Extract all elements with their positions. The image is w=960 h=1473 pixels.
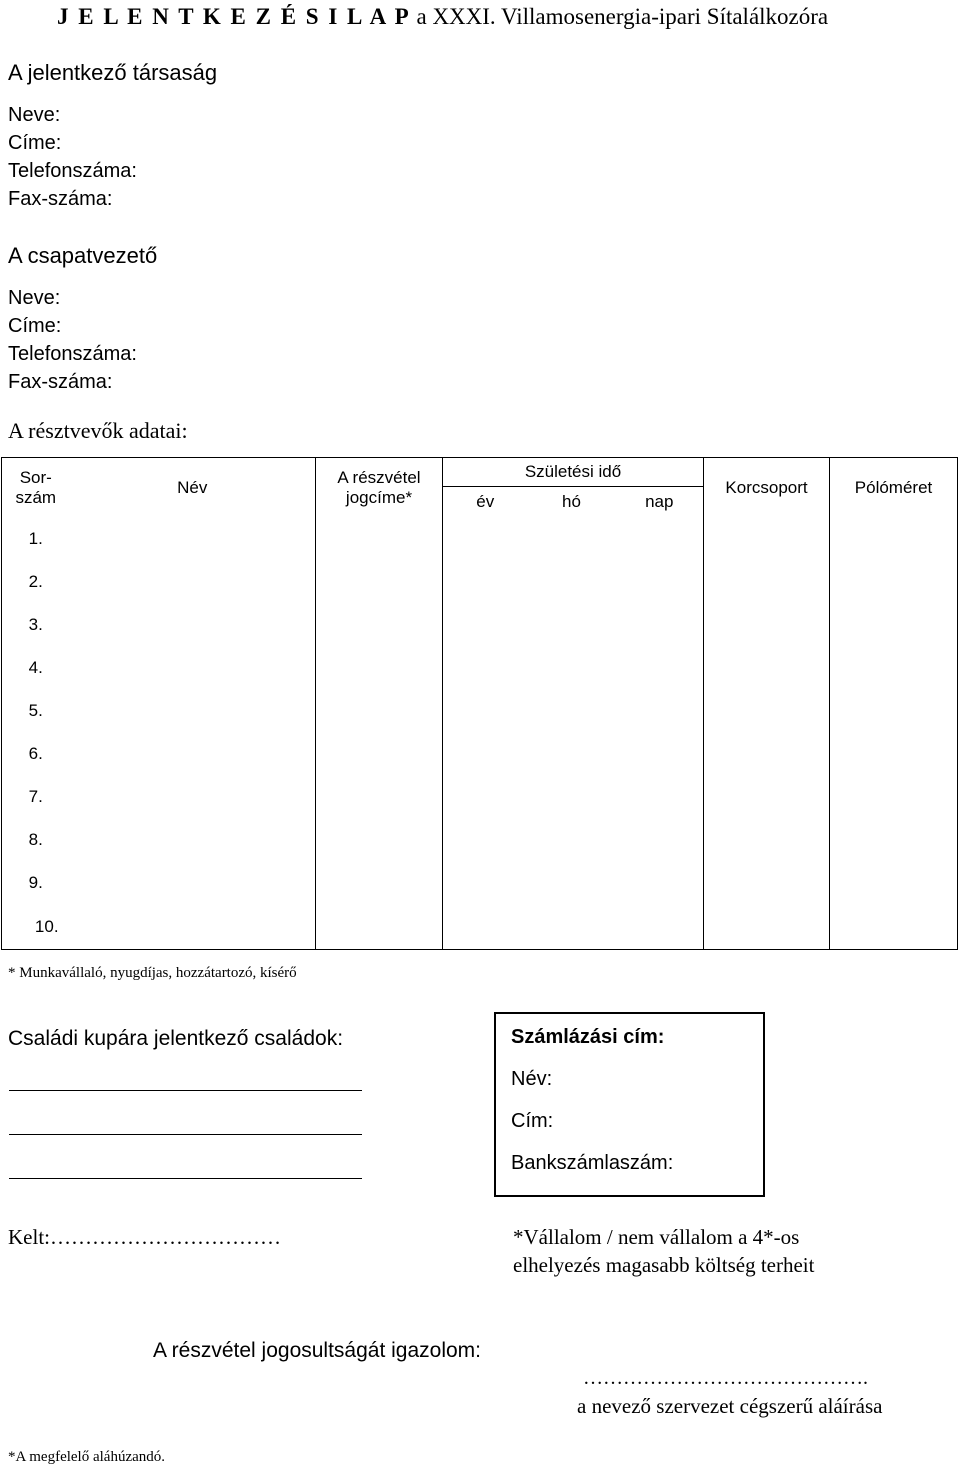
cell-jogcim[interactable] [316,690,443,733]
row-number: 9. [2,862,70,905]
billing-address-field[interactable]: Cím: [511,1110,554,1132]
table-row [2,733,958,776]
cell-ho[interactable] [528,561,616,604]
cell-nap[interactable] [616,690,704,733]
cell-nev[interactable] [70,905,316,950]
cell-nev[interactable] [70,690,316,733]
row-number: 3. [2,604,70,647]
col-polo-header: Pólóméret [830,458,958,518]
row-number: 1. [2,518,70,561]
cell-jogcim[interactable] [316,561,443,604]
cell-korcsoport[interactable] [704,604,830,647]
row-number: 6. [2,733,70,776]
table-row [2,776,958,819]
cell-ho[interactable] [528,518,616,561]
title-spaced: J E L E N T K E Z É S I L A P [57,4,411,29]
cell-polo[interactable] [830,905,958,950]
cell-korcsoport[interactable] [704,647,830,690]
company-heading: A jelentkező társaság [8,60,218,85]
page-title [57,4,828,30]
cell-nev[interactable] [70,819,316,862]
cell-ev[interactable] [443,776,528,819]
row-number: 7. [2,776,70,819]
cell-jogcim[interactable] [316,819,443,862]
cell-ho[interactable] [528,776,616,819]
cell-ev[interactable] [443,733,528,776]
billing-box [494,1012,765,1197]
table-row [2,518,958,561]
footnote: * Munkavállaló, nyugdíjas, hozzátartozó, kísérő [8,965,297,981]
leader-address-field[interactable]: Címe: [8,315,62,337]
col-szuletesi-header: Születési idő [443,458,704,487]
cell-korcsoport[interactable] [704,862,830,905]
row-number: 8. [2,819,70,862]
cell-ho[interactable] [528,733,616,776]
leader-fax-field[interactable]: Fax-száma: [8,371,113,393]
table-row [2,819,958,862]
cell-jogcim[interactable] [316,862,443,905]
row-number: 4. [2,647,70,690]
table-header-row [2,458,958,487]
cell-polo[interactable] [830,819,958,862]
family-line-2[interactable] [9,1134,362,1135]
cell-korcsoport[interactable] [704,733,830,776]
cell-jogcim[interactable] [316,905,443,950]
company-address-field[interactable]: Címe: [8,132,62,154]
billing-name-field[interactable]: Név: [511,1068,553,1090]
cell-nap[interactable] [616,518,704,561]
participants-heading: A résztvevők adatai: [8,418,188,443]
billing-title: Számlázási cím: [511,1026,665,1048]
cell-ev[interactable] [443,862,528,905]
cell-polo[interactable] [830,690,958,733]
cell-ho[interactable] [528,862,616,905]
cell-nap[interactable] [616,905,704,950]
cell-jogcim[interactable] [316,518,443,561]
cell-korcsoport[interactable] [704,776,830,819]
row-number: 2. [2,561,70,604]
cell-polo[interactable] [830,561,958,604]
cell-nev[interactable] [70,604,316,647]
cell-ev[interactable] [443,604,528,647]
table-row [2,561,958,604]
cell-ev[interactable] [443,819,528,862]
col-ho-header: hó [528,487,616,518]
col-nev-header: Név [70,458,316,518]
family-heading: Családi kupára jelentkező családok: [8,1027,344,1050]
family-line-1[interactable] [9,1090,362,1091]
cell-korcsoport[interactable] [704,561,830,604]
cell-nap[interactable] [616,819,704,862]
cell-korcsoport[interactable] [704,518,830,561]
cell-jogcim[interactable] [316,733,443,776]
signature-label: a nevező szervezet cégszerű aláírása [577,1394,883,1418]
certify-label: A részvétel jogosultságát igazolom: [153,1339,482,1362]
cell-polo[interactable] [830,776,958,819]
cell-nev[interactable] [70,518,316,561]
table-row [2,905,958,950]
cell-polo[interactable] [830,647,958,690]
cell-polo[interactable] [830,518,958,561]
col-ev-header: év [443,487,528,518]
participants-table [1,457,958,950]
signature-dots[interactable]: ……………………………………. [583,1367,868,1389]
company-phone-field[interactable]: Telefonszáma: [8,160,137,182]
kelt-field[interactable]: Kelt:…………………………… [8,1225,281,1249]
cell-jogcim[interactable] [316,604,443,647]
family-line-3[interactable] [9,1178,362,1179]
bottom-note: *A megfelelő aláhúzandó. [8,1449,166,1465]
cell-polo[interactable] [830,604,958,647]
cell-nap[interactable] [616,561,704,604]
leader-phone-field[interactable]: Telefonszáma: [8,343,137,365]
cell-polo[interactable] [830,733,958,776]
cell-korcsoport[interactable] [704,819,830,862]
cell-nap[interactable] [616,776,704,819]
cell-ho[interactable] [528,647,616,690]
cell-nap[interactable] [616,733,704,776]
cell-nev[interactable] [70,561,316,604]
cell-ev[interactable] [443,518,528,561]
row-number: 5. [2,690,70,733]
cell-nap[interactable] [616,604,704,647]
commitment-line-1: *Vállalom / nem vállalom a 4*-os [513,1225,800,1249]
billing-account-field[interactable]: Bankszámlaszám: [511,1152,674,1174]
cell-polo[interactable] [830,862,958,905]
cell-ho[interactable] [528,604,616,647]
cell-nap[interactable] [616,647,704,690]
cell-ev[interactable] [443,561,528,604]
table-row [2,647,958,690]
cell-ho[interactable] [528,690,616,733]
col-jogcim-header: A részvétel jogcíme* [316,458,443,518]
cell-nap[interactable] [616,862,704,905]
cell-nev[interactable] [70,776,316,819]
cell-ev[interactable] [443,690,528,733]
col-sorszam-header: Sor- szám [2,458,70,518]
cell-nev[interactable] [70,862,316,905]
col-nap-header: nap [616,487,704,518]
cell-jogcim[interactable] [316,647,443,690]
company-fax-field[interactable]: Fax-száma: [8,188,113,210]
leader-name-field[interactable]: Neve: [8,287,61,309]
cell-ev[interactable] [443,647,528,690]
cell-korcsoport[interactable] [704,690,830,733]
table-row [2,604,958,647]
cell-korcsoport[interactable] [704,905,830,950]
cell-nev[interactable] [70,733,316,776]
cell-jogcim[interactable] [316,776,443,819]
company-name-field[interactable]: Neve: [8,104,61,126]
cell-ev[interactable] [443,905,528,950]
table-row [2,690,958,733]
table-row [2,862,958,905]
cell-ho[interactable] [528,905,616,950]
row-number: 10. [2,905,70,950]
cell-ho[interactable] [528,819,616,862]
commitment-line-2: elhelyezés magasabb költség terheit [513,1253,815,1277]
title-rest: a XXXI. Villamosenergia-ipari Sítalálkozóra [410,4,829,29]
cell-nev[interactable] [70,647,316,690]
leader-heading: A csapatvezető [8,243,158,268]
col-korcsoport-header: Korcsoport [704,458,830,518]
